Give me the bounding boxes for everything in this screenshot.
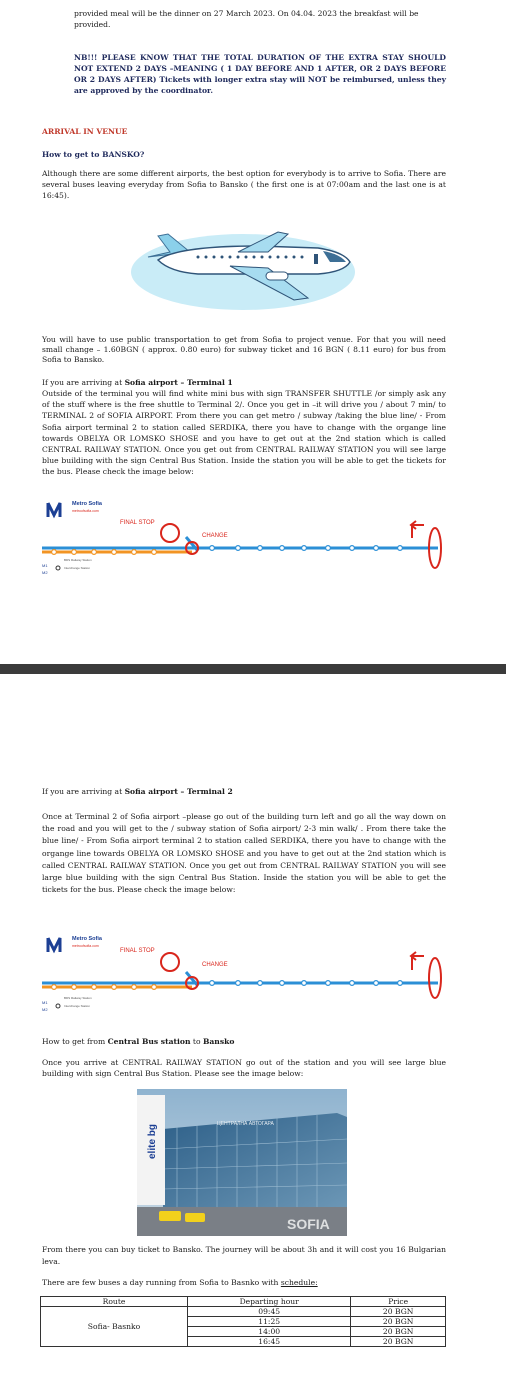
few-buses-line — [42, 1277, 446, 1288]
bus-lead: How to get from — [42, 1037, 108, 1046]
terminal2-lead: If you are arriving at — [42, 787, 125, 796]
price-cell: 20 BGN — [351, 1337, 446, 1347]
legend-b-2: Interchange Station — [64, 1004, 91, 1008]
terminal1-paragraph: Outside of the terminal you will find white mini bus with sign TRANSFER SHUTTLE /or simply ask any of the stuff where is the free shuttle to Terminal 2/. Once you get in –it will drive you / about 7 min/ to TERMINAL 2 of SOFIA AIRPORT. From there you can get metro / subway /taking the blue line/ - From Sofia airport terminal 2 to station called SERDIKA, there you have to change with the organge line towards OBELYA OR LOMSKO SHOSE and you have to get out at the 2nd station which is called CENTRAL RAILWAY STATION. Once you get out from CENTRAL RAILWAY STATION you will see large blue building with the sign Central Bus Station. Inside the station you will be able to get the tickets for the bus. Please check the image below: — [42, 389, 446, 477]
bus-station-photo — [137, 1089, 347, 1236]
route-cell: Sofia- Basnko — [41, 1307, 188, 1347]
metro-logo-title-2: Metro Sofia — [72, 936, 102, 942]
taxi-1 — [159, 1211, 181, 1221]
metro-map-graphic-2 — [42, 928, 450, 1018]
bus-station-heading — [42, 1036, 446, 1047]
table-row — [41, 1307, 446, 1317]
change-label: CHANGE — [202, 533, 228, 539]
metro-map-graphic — [42, 493, 450, 583]
bus-station-paragraph: Once you arrive at CENTRAL RAILWAY STATION go out of the station and you will see large blue building with sign Central Bus Station. Please see the image below: — [42, 1058, 446, 1078]
ticket-paragraph: From there you can buy ticket to Bansko. The journey will be about 3h and it will cost you 16 Bulgarian leva. — [42, 1245, 446, 1266]
document-page-2 — [0, 674, 506, 1388]
price-cell: 20 BGN — [351, 1307, 446, 1317]
price-cell: 20 BGN — [351, 1317, 446, 1327]
final-stop-label-2: FINAL STOP — [120, 948, 155, 954]
airports-paragraph: Although there are some different airports, the best option for everybody is to arrive to Sofia. There are several buses leaving everyday from Sofia to Bansko ( the first one is at 07:00am and the last one is at 16:45). — [42, 169, 446, 200]
legend-m1-2: M1 — [42, 1000, 48, 1005]
schedule-table — [40, 1296, 446, 1347]
metro-logo-sub-2: metroofsofia.com — [72, 944, 99, 948]
transport-paragraph: You will have to use public transportation to get from Sofia to project venue. For that you will need small change – 1.60BGN ( approx. 0.80 euro) for subway ticket and 16 BGN ( 8.11 euro) for bus from Sofia to Bansko. — [42, 335, 446, 364]
metro-logo-title: Metro Sofia — [72, 501, 102, 507]
time-cell: 11:25 — [188, 1317, 351, 1327]
terminal2-paragraph: Once at Terminal 2 of Sofia airport –please go out of the building turn left and go all the way down on the road and you will get to the / subway station of Sofia airport/ 2-3 min walk/ . From there take the blue line/ - From Sofia airport terminal 2 to station called SERDIKA, there you have to change with the organge line towards OBELYA OR LOMSKO SHOSE and you have to get out at the 2nd station which is called CENTRAL RAILWAY STATION. Once you get out from CENTRAL RAILWAY STATION you will see large blue building with the sign Central Bus Station. Inside the station you will be able to get the tickets for the bus. Please check the image below: — [42, 812, 446, 895]
page-separator — [0, 664, 506, 674]
legend-a-2: BDS Railway Station — [64, 996, 92, 1000]
schedule-link[interactable]: schedule: — [280, 1278, 318, 1287]
metro-map-2 — [42, 928, 450, 1018]
bus-mid: to — [190, 1037, 203, 1046]
section-title: ARRIVAL IN VENUE — [42, 127, 128, 136]
change-label-2: CHANGE — [202, 962, 228, 968]
header-route: Route — [41, 1297, 188, 1307]
metro-logo-sub: metroofsofia.com — [72, 509, 99, 513]
legend-m1: M1 — [42, 563, 48, 568]
legend-b: Interchange Station — [64, 566, 91, 570]
legend-m2: M2 — [42, 570, 48, 575]
final-stop-circle — [161, 524, 179, 542]
subtitle: How to get to BANSKO? — [42, 150, 145, 159]
warning-paragraph: NB!!! PLEASE KNOW THAT THE TOTAL DURATION OF THE EXTRA STAY SHOULD NOT EXTEND 2 DAYS –MEANING ( 1 DAY BEFORE AND 1 AFTER, OR 2 DAYS BEFORE OR 2 DAYS AFTER) Tickets with longer extra stay will NOT be reimbursed, unless they are approved by the coordinator. — [74, 53, 446, 95]
price-cell: 20 BGN — [351, 1327, 446, 1337]
terminal1-bold: Sofia airport – Terminal 1 — [124, 378, 233, 387]
terminal2-bold: Sofia airport – Terminal 2 — [124, 787, 233, 796]
few-buses-text: There are few buses a day running from Sofia to Basnko with — [42, 1278, 281, 1287]
time-cell: 14:00 — [188, 1327, 351, 1337]
photo-watermark: SOFIA — [287, 1216, 330, 1232]
legend-m2-2: M2 — [42, 1007, 48, 1012]
final-stop-label: FINAL STOP — [120, 520, 155, 526]
time-cell: 09:45 — [188, 1307, 351, 1317]
document-page-1 — [0, 0, 506, 664]
station-sign: ЦЕНТРАЛНА АВТОГАРА — [217, 1121, 274, 1127]
terminal1-lead: If you are arriving at — [42, 378, 125, 387]
header-price: Price — [351, 1297, 446, 1307]
bus-bold-2: Bansko — [202, 1037, 235, 1046]
time-cell: 16:45 — [188, 1337, 351, 1347]
taxi-2 — [185, 1213, 205, 1222]
svg-text:elite bg: elite bg — [147, 1123, 158, 1159]
airplane-illustration — [118, 212, 368, 312]
legend-a: BDS Railway Station — [64, 558, 92, 562]
table-header-row — [41, 1297, 446, 1307]
terminal2-heading — [42, 786, 446, 797]
header-departing-hour: Departing hour — [188, 1297, 351, 1307]
terminal1-heading — [42, 377, 446, 388]
metro-map-1 — [42, 493, 450, 583]
intro-paragraph: provided meal will be the dinner on 27 March 2023. On 04.04. 2023 the breakfast will be provided. — [74, 9, 419, 29]
bus-bold: Central Bus station — [107, 1037, 191, 1046]
